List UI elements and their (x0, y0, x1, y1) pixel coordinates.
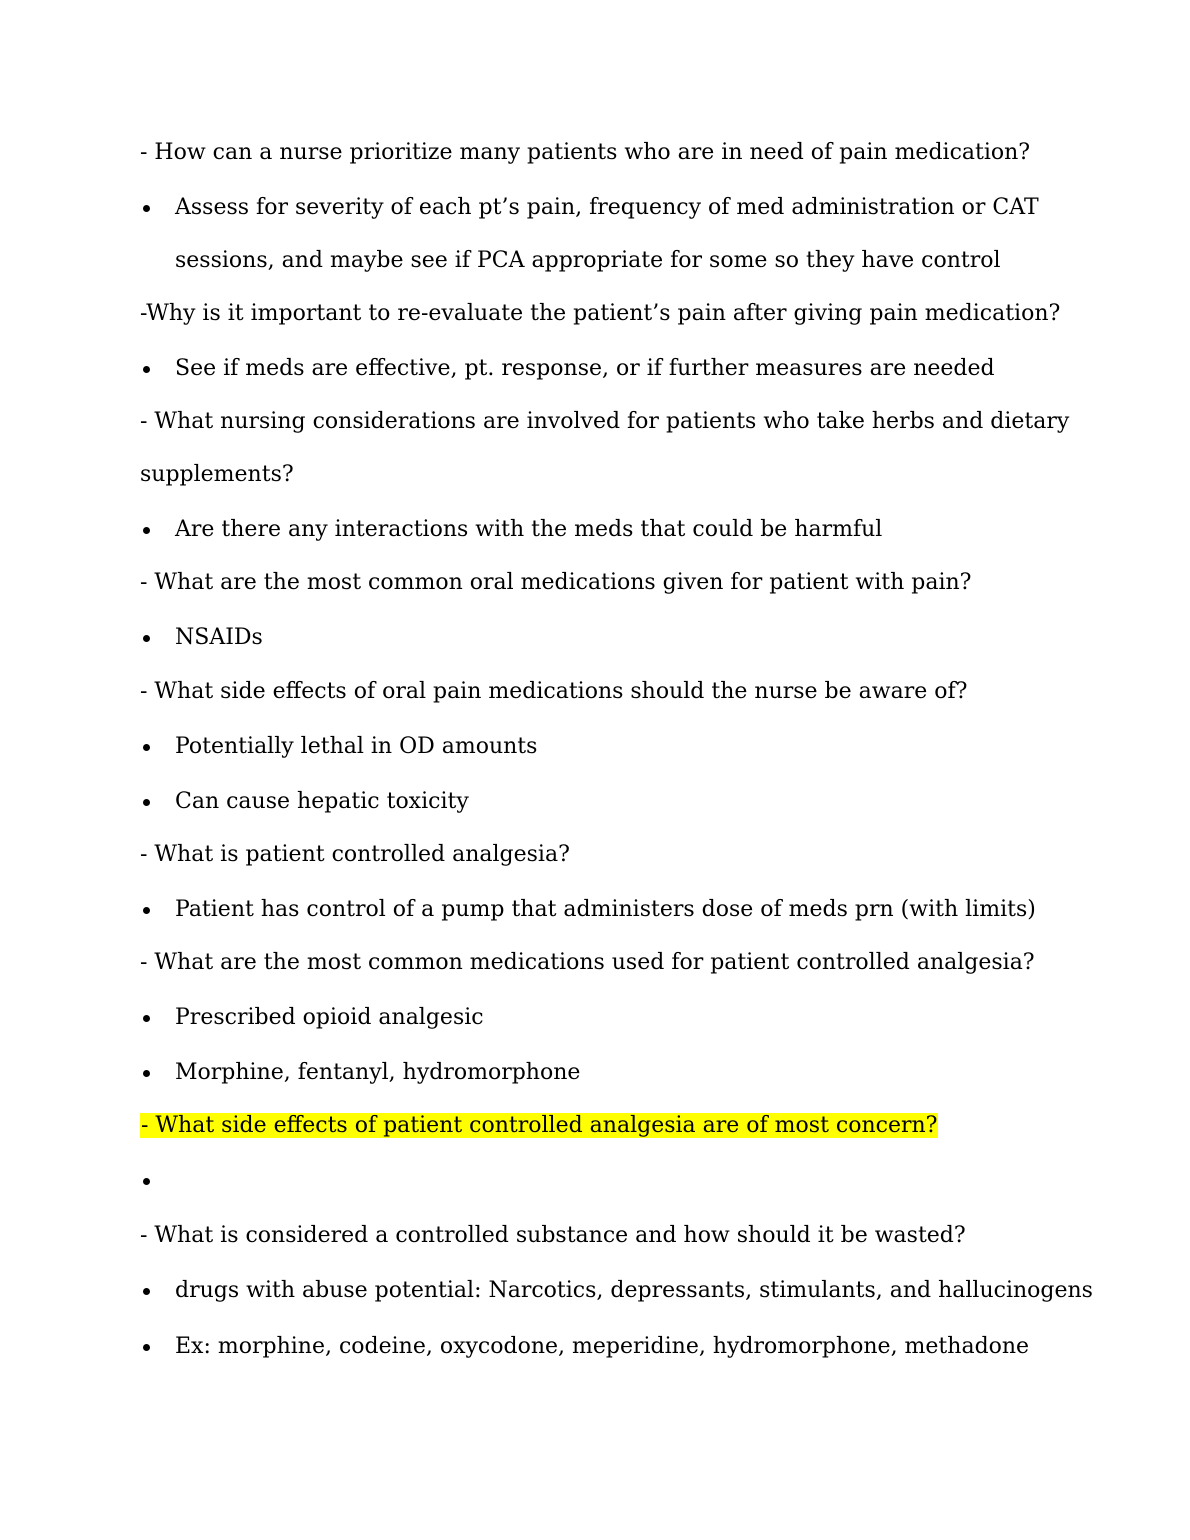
answer-oral-side-effects-2: Can cause hepatic toxicity (175, 789, 469, 814)
bullet-icon (140, 515, 154, 545)
answer-pca-meds-1: Prescribed opioid analgesic (175, 1005, 484, 1030)
bullet-icon (140, 1058, 154, 1088)
answer-controlled-substance-1: drugs with abuse potential: Narcotics, depressants, stimulants, and hallucinogens (175, 1278, 1093, 1303)
question-herbs-line2: supplements? (140, 462, 294, 487)
bullet-icon (140, 1003, 154, 1033)
answer-reevaluate: See if meds are effective, pt. response, or if further measures are needed (175, 356, 995, 381)
bullet-icon (140, 1276, 154, 1306)
question-oral-side-effects: - What side effects of oral pain medications should the nurse be aware of? (140, 679, 968, 704)
answer-oral-meds: NSAIDs (175, 625, 263, 650)
bullet-icon (140, 354, 154, 384)
bullet-icon (140, 1166, 154, 1196)
question-pca-meds: - What are the most common medications used for patient controlled analgesia? (140, 950, 1035, 975)
bullet-icon (140, 623, 154, 653)
answer-oral-side-effects-1: Potentially lethal in OD amounts (175, 734, 538, 759)
bullet-icon (140, 895, 154, 925)
question-herbs-line1: - What nursing considerations are involved for patients who take herbs and dietary (140, 409, 1070, 434)
answer-controlled-substance-2: Ex: morphine, codeine, oxycodone, meperidine, hydromorphone, methadone (175, 1334, 1030, 1359)
bullet-icon (140, 787, 154, 817)
question-reevaluate: -Why is it important to re-evaluate the patient’s pain after giving pain medication? (140, 301, 1061, 326)
bullet-icon (140, 1332, 154, 1362)
question-oral-meds: - What are the most common oral medications given for patient with pain? (140, 570, 972, 595)
question-pca-side-effects-row (140, 1111, 938, 1141)
question-prioritize: - How can a nurse prioritize many patients who are in need of pain medication? (140, 140, 1031, 165)
question-controlled-substance: - What is considered a controlled substance and how should it be wasted? (140, 1223, 966, 1248)
answer-pca: Patient has control of a pump that administers dose of meds prn (with limits) (175, 897, 1036, 922)
answer-herbs: Are there any interactions with the meds that could be harmful (175, 517, 883, 542)
question-pca-side-effects: - What side effects of patient controlled analgesia are of most concern? (141, 1113, 938, 1138)
question-pca: - What is patient controlled analgesia? (140, 842, 570, 867)
bullet-icon (140, 732, 154, 762)
answer-prioritize-line1: Assess for severity of each pt’s pain, frequency of med administration or CAT (175, 195, 1039, 220)
bullet-icon (140, 193, 154, 223)
answer-prioritize-line2: sessions, and maybe see if PCA appropriate for some so they have control (175, 248, 1001, 273)
answer-pca-meds-2: Morphine, fentanyl, hydromorphone (175, 1060, 581, 1085)
